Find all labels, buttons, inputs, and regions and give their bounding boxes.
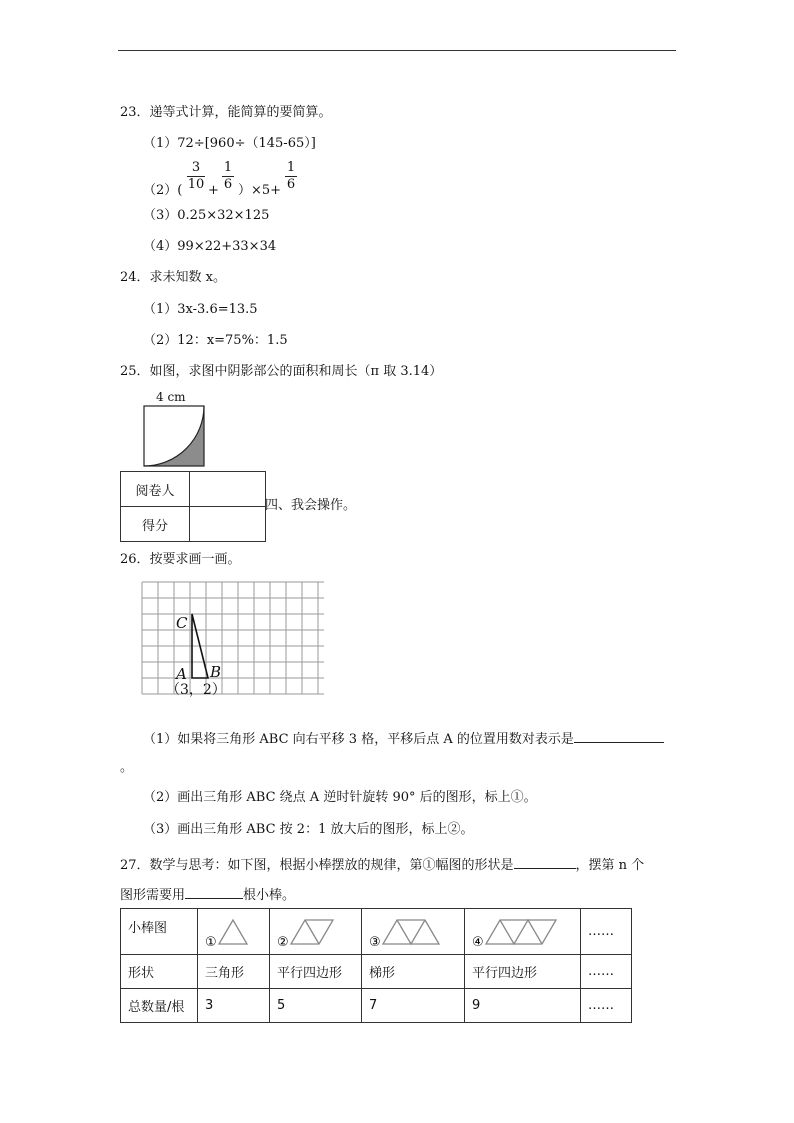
- q26-part1-text: （1）如果将三角形 ABC 向右平移 3 格，平移后点 A 的位置用数对表示是: [143, 732, 574, 747]
- q27-line1-text-a: 27．数学与思考：如下图，根据小棒摆放的规律，第①幅图的形状是: [120, 858, 514, 873]
- sticks-table: [120, 908, 632, 1023]
- count-cell-1: 3: [198, 989, 270, 1023]
- count-cell-3: 7: [362, 989, 465, 1023]
- q27-line2-text-b: 根小棒。: [243, 888, 296, 903]
- header-rule: [118, 50, 676, 51]
- q23-title: 23．递等式计算，能简算的要简算。: [120, 105, 332, 120]
- label-a: A: [176, 665, 187, 683]
- figure-marker: ①: [205, 934, 217, 950]
- q27-line1: [120, 854, 644, 874]
- row-label-shape: 形状: [121, 955, 198, 989]
- reviewer-label: 阅卷人: [121, 472, 190, 507]
- shape-cell-3: 梯形: [362, 955, 465, 989]
- fraction-3-10: [187, 161, 205, 192]
- q23-part1: （1）72÷[960÷（145-65）]: [143, 136, 316, 151]
- q23-part4: （4）99×22+33×34: [143, 239, 277, 254]
- figure-marker: ②: [277, 934, 289, 950]
- fraction-denominator: 6: [286, 177, 296, 192]
- answer-blank[interactable]: [574, 728, 664, 743]
- q24-title: 24．求未知数 x。: [120, 270, 227, 285]
- reviewer-blank: [190, 472, 266, 507]
- figure-ellipsis: ……: [581, 909, 632, 955]
- count-cell-4: 9: [465, 989, 581, 1023]
- fraction-numerator: 1: [286, 160, 296, 175]
- figure-cell-4: [465, 909, 581, 955]
- row-label-count: 总数量/根: [121, 989, 198, 1023]
- parallelogram-sticks-icon-large: [472, 910, 574, 950]
- fraction-1-6-second: [285, 161, 297, 192]
- shaded-region: [144, 406, 204, 466]
- triangle-sticks-icon: [205, 910, 263, 950]
- q23-part2-mid: ）×5+: [238, 183, 282, 198]
- fraction-denominator: 10: [187, 177, 205, 192]
- count-cell-2: 5: [270, 989, 362, 1023]
- fraction-denominator: 6: [223, 177, 233, 192]
- q26-title: 26．按要求画一画。: [120, 552, 241, 567]
- figure-marker: ④: [472, 934, 484, 950]
- trapezoid-sticks-icon: [369, 910, 457, 950]
- score-blank: [190, 507, 266, 542]
- side-length-label: 4 cm: [156, 390, 186, 404]
- figure-cell-1: [198, 909, 270, 955]
- section-four-title: 四、我会操作。: [265, 498, 357, 513]
- figure-cell-2: [270, 909, 362, 955]
- q26-part1-end: 。: [120, 760, 134, 775]
- parallelogram-sticks-icon: [277, 910, 353, 950]
- count-ellipsis: ……: [581, 989, 632, 1023]
- fraction-1-6: [222, 161, 234, 192]
- fraction-numerator: 3: [191, 160, 201, 175]
- coordinate-grid: [140, 580, 324, 712]
- q26-part2: （2）画出三角形 ABC 绕点 A 逆时针旋转 90° 后的图形，标上①。: [143, 790, 537, 805]
- grade-divider: [190, 506, 265, 507]
- q23-part3: （3）0.25×32×125: [143, 208, 270, 223]
- q27-line2: [120, 884, 295, 904]
- q26-part1: [143, 728, 664, 748]
- shape-cell-4: 平行四边形: [465, 955, 581, 989]
- label-c: C: [176, 614, 188, 632]
- label-b: B: [210, 663, 222, 681]
- q25-title: 25．如图，求图中阴影部公的面积和周长（π 取 3.14）: [120, 364, 443, 379]
- shape-cell-1: 三角形: [198, 955, 270, 989]
- q26-part3: （3）画出三角形 ABC 按 2：1 放大后的图形，标上②。: [143, 822, 474, 837]
- q23-part2-prefix: （2）(: [143, 183, 183, 198]
- q24-part1: （1）3x-3.6=13.5: [143, 302, 258, 317]
- row-label-figure: 小棒图: [121, 909, 198, 955]
- score-label: 得分: [121, 507, 190, 542]
- figure-cell-3: [362, 909, 465, 955]
- quarter-circle-figure: [140, 388, 210, 470]
- fraction-numerator: 1: [223, 160, 233, 175]
- count-answer-blank[interactable]: [185, 884, 243, 899]
- q27-line2-text-a: 图形需要用: [120, 888, 186, 903]
- shape-answer-blank[interactable]: [514, 854, 576, 869]
- q24-part2: （2）12：x=75%：1.5: [143, 333, 288, 348]
- plus-sign: +: [208, 183, 219, 198]
- shape-cell-2: 平行四边形: [270, 955, 362, 989]
- figure-marker: ③: [369, 934, 381, 950]
- shape-ellipsis: ……: [581, 955, 632, 989]
- q27-line1-text-b: ，摆第 n 个: [575, 858, 645, 873]
- coord-label: （3，2）: [166, 682, 226, 698]
